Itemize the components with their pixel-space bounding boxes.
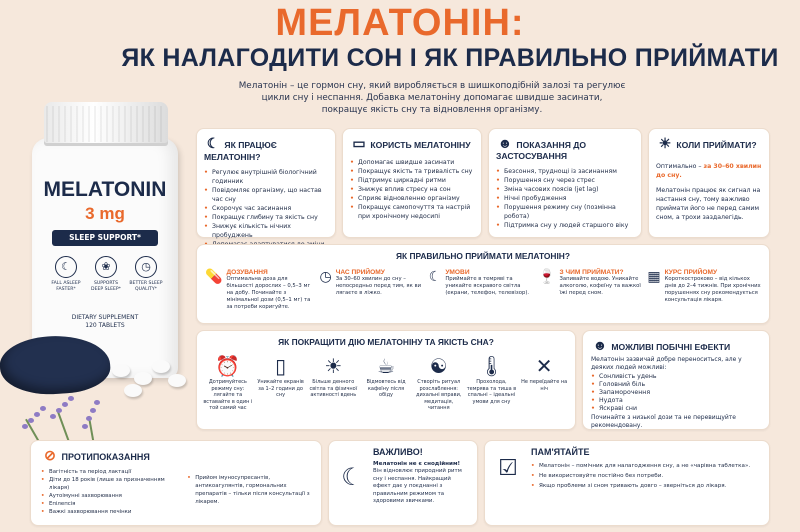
- list-item: • Не використовуйте постійно без потреби.: [531, 471, 761, 481]
- coffee-icon: ☕: [377, 354, 395, 378]
- intro-text: Мелатонін – це гормон сну, який виробляється в шишкоподібній залозі та регулює цикли сну і неспання. Добавка мелатоніну допомагає швидше засинати, покращує якість сну та відновлення організму.: [238, 81, 626, 115]
- card-when: ☀ КОЛИ ПРИЙМАТИ? Оптимально – за 30–60 хвилин до сну. Мелатонін працює як сигнал на настання сну, тому важливо приймати його не перед самим сном, а трохи заздалегідь.: [648, 128, 770, 238]
- clock-icon: ◷: [135, 256, 157, 278]
- meditation-icon: ☯: [429, 354, 448, 378]
- howto-item: ◷ ЧАС ПРИЙОМУ За 30–60 хвилин до сну – непосредньо перед тим, як ви лягаєте в ліжко.: [319, 269, 422, 311]
- list-item: • Нудота: [591, 397, 761, 405]
- thermometer-icon: 🌡: [478, 354, 505, 378]
- tablet: [152, 360, 170, 373]
- howto-item: 💊 ДОЗУВАННЯ Оптимальна доза для більшості дорослих – 0,5–3 мг на добу. Починайте з мінімальної дози (0,5–1 мг) та за потреби коригуйте.: [205, 269, 311, 310]
- list-item: • Скорочує час засинання: [204, 204, 328, 213]
- card-side-effects: ☻ МОЖЛИВІ ПОБІЧНІ ЕФЕКТИ Мелатонін зазвичай добре переноситься, але у деяких людей можливі: • Сонливість удень • Головний біль • Запаморочення • Нудота • Яскраві сни Починайте з низької дози та не перевищуйте рекомендовану.: [582, 330, 770, 430]
- list-item: • Покращує самопочуття та настрій при хронічному недосипі: [350, 203, 474, 221]
- card-benefits: ▭ КОРИСТЬ МЕЛАТОНІНУ • Допомагає швидше засинати • Покращує якість та тривалість сну • Підтримує циркадні ритми • Знижує вплив стресу на сон • Сприяє відновленню організму • Покращує самопочуття та настрій при хронічному недосипі: [342, 128, 482, 238]
- improve-item: 🌡 Прохолода, темрява та тиша в спальні – ідеальні умови для сну: [466, 354, 517, 405]
- list-item: • Порушення режиму сну (позмінна робота): [496, 203, 634, 221]
- page-subtitle: ЯК НАЛАГОДИТИ СОН І ЯК ПРАВИЛЬНО ПРИЙМАТИ: [121, 44, 779, 72]
- person-icon: ☻: [592, 337, 608, 353]
- list-item: • Безсоння, труднощі із засинанням: [496, 167, 634, 176]
- pill-icon: 💊: [205, 269, 223, 285]
- product-dose: 3 mg: [85, 204, 125, 223]
- list-item: • Допомагає швидше засинати: [350, 158, 474, 167]
- product-name: MELATONIN: [43, 178, 167, 201]
- list-item: • Якщо проблеми зі сном тривають довго – зверніться до лікаря.: [531, 481, 761, 491]
- list-item: • Важкі захворювання печінки: [41, 508, 177, 516]
- card-contraindications: ⊘ ПРОТИПОКАЗАННЯ • Вагітність та період лактації • Діти до 18 років (лише за призначенням лікаря) • Аутоімунні захворювання • Епілепсія • Важкі захворювання печінки • Прийом імуносупресантів, антикоагулянтів, гормональних препаратів – тільки після консультації з лікарем.: [30, 440, 322, 526]
- section-how-to-take: ЯК ПРАВИЛЬНО ПРИЙМАТИ МЕЛАТОНІН? 💊 ДОЗУВАННЯ Оптимальна доза для більшості дорослих – 0,5–3 мг на добу. Починайте з мінімальної дози (0,5–1 мг) та за потреби коригуйте. ◷ ЧАС ПРИЙОМУ За 30–60 хвилин до сну – непосредньо перед тим, як ви лягаєте в ліжко. ☾ УМОВИ Приймайте в темряві та уникайте яскравого світла (екрани, телефон, телевізор). 🍷 З ЧИМ ПРИЙМАТИ? Запивайте водою. Уникайте алкоголю, кофеїну та важкої їжі перед сном. ▦ КУРС ПРИЙОМУ Короткостроково – від кількох днів до 2–4 тижнів. При хронічних порушеннях сну рекомендується консультація лікаря.: [196, 244, 770, 324]
- list-item: • Запаморочення: [591, 389, 761, 397]
- list-item: • Знижує кількість нічних пробуджень: [204, 222, 328, 240]
- howto-item: ▦ КУРС ПРИЙОМУ Короткостроково – від кількох днів до 2–4 тижнів. При хронічних порушеннях сну рекомендується консультація лікаря.: [647, 269, 761, 311]
- brain-icon: ❀: [95, 256, 117, 278]
- card-important: ☾ ВАЖЛИВО! Мелатонін не є снодійним! Він відновлює природний ритм сну і неспання. Найкращий ефект дає у поєднанні з правильним режимом та здоровими звичками.: [328, 440, 478, 526]
- moon-icon: ☾: [206, 135, 220, 151]
- product-icons: ☾ FALL ASLEEP FASTER* ❀ SUPPORTS DEEP SLEEP* ◷ BETTER SLEEP QUALITY*: [48, 256, 164, 316]
- howto-item: 🍷 З ЧИМ ПРИЙМАТИ? Запивайте водою. Уникайте алкоголю, кофеїну та важкої їжі перед сном.: [538, 269, 641, 311]
- section-improve: ЯК ПОКРАЩИТИ ДІЮ МЕЛАТОНІНУ ТА ЯКІСТЬ СНА? ⏰ Дотримуйтесь режиму сну: лягайте та вставайте в один і той самий час ▯ Уникайте екранів за 1–2 години до сну ☀ Більше денного світла та фізичної активності вдень ☕ Відмовтесь від кафеїну після обіду ☯ Створіть ритуал розслаблення: дихальні вправи, медитація, читання 🌡 Прохолода, темрява та тиша в спальні – ідеальні умови для сну ✕ Не переїдайте на ніч: [196, 330, 576, 430]
- list-item: • Мелатонін – помічник для налагодження сну, а не «чарівна таблетка».: [531, 461, 761, 471]
- product-supplement: DIETARY SUPPLEMENT 120 TABLETS: [71, 314, 139, 329]
- list-item: • Покращує якість та тривалість сну: [350, 167, 474, 176]
- bed-icon: ▭: [352, 135, 366, 151]
- glass-icon: 🍷: [538, 269, 556, 285]
- phone-icon: ▯: [275, 354, 287, 378]
- indications-list: [496, 167, 634, 230]
- prohibited-icon: ⊘: [44, 447, 56, 463]
- list-item: • Яскраві сни: [591, 405, 761, 413]
- list-item: • Аутоімунні захворювання: [41, 492, 177, 500]
- side-list: [591, 373, 761, 413]
- clock-icon: ◷: [319, 269, 332, 285]
- cutlery-icon: ✕: [535, 354, 553, 378]
- calendar-icon: ▦: [647, 269, 661, 285]
- sun-icon: ☀: [658, 135, 672, 151]
- list-item: • Порушення сну через стрес: [496, 176, 634, 185]
- improve-item: ☯ Створіть ритуал розслаблення: дихальні вправи, медитація, читання: [414, 353, 464, 412]
- moon-icon: ☾: [55, 256, 77, 278]
- list-item: • Покращує глибину та якість сну: [204, 213, 328, 222]
- howto-item: ☾ УМОВИ Приймайте в темряві та уникайте яскравого світла (екрани, телефон, телевізор).: [429, 269, 532, 311]
- head-icon: ☾: [428, 269, 442, 285]
- sun-icon: ☀: [324, 354, 343, 378]
- checklist-icon: ☑: [498, 456, 518, 481]
- tablet: [112, 364, 130, 377]
- improve-item: ✕ Не переїдайте на ніч: [521, 354, 568, 392]
- contra-list-2: [187, 468, 311, 516]
- list-item: • Вагітність та період лактації: [41, 468, 177, 476]
- alarm-icon: ⏰: [215, 354, 241, 378]
- list-item: • Головний біль: [591, 381, 761, 389]
- list-item: • Діти до 18 років (лише за призначенням лікаря): [41, 476, 177, 492]
- benefit-list: [350, 158, 474, 221]
- list-item: • Підтримує циркадні ритми: [350, 176, 474, 185]
- page-title: МЕЛАТОНІН:: [275, 2, 525, 44]
- list-item: • Сприяє відновленню організму: [350, 194, 474, 203]
- list-item: • Сонливість удень: [591, 373, 761, 381]
- contra-list-1: [41, 468, 177, 516]
- card-remember: ☑ ПАМ'ЯТАЙТЕ • Мелатонін – помічник для налагодження сну, а не «чарівна таблетка». • Не використовуйте постійно без потреби. • Якщо проблеми зі сном тривають довго – зверніться до лікаря.: [484, 440, 770, 526]
- improve-item: ☀ Більше денного світла та фізичної активності вдень: [309, 354, 358, 399]
- list-item: • Підтримка сну у людей старшого віку: [496, 221, 634, 230]
- list-item: • Повідомляє організму, що настав час сну: [204, 186, 328, 204]
- list-item: • Зміна часових поясів (jet lag): [496, 185, 634, 194]
- list-item: • Нічні пробудження: [496, 194, 634, 203]
- card-how-it-works: ☾ ЯК ПРАЦЮЄ МЕЛАТОНІН? • Регулює внутрішній біологічний годинник • Повідомляє організму, що настав час сну • Скорочує час засинання • Покращує глибину та якість сну • Знижує кількість нічних пробуджень •: [196, 128, 336, 238]
- improve-item: ⏰ Дотримуйтесь режиму сну: лягайте та вставайте в один і той самий час: [203, 354, 253, 412]
- list-item: • Знижує вплив стресу на сон: [350, 185, 474, 194]
- person-icon: ☻: [497, 135, 513, 151]
- moon-stars-icon: ☾: [341, 463, 363, 491]
- improve-item: ▯ Уникайте екранів за 1–2 години до сну: [257, 354, 304, 399]
- card-indications: ☻ ПОКАЗАННЯ ДО ЗАСТОСУВАННЯ • Безсоння, труднощі із засинанням • Порушення сну через стрес • Зміна часових поясів (jet lag) • Нічні пробудження • Порушення режиму сну (позмінна робота) • Підтримка сну у людей старшого віку: [488, 128, 642, 238]
- list-item: • Прийом імуносупресантів, антикоагулянтів, гормональних препаратів – тільки після консультації з лікарем.: [187, 474, 311, 506]
- improve-item: ☕ Відмовтесь від кафеїну після обіду: [361, 353, 411, 412]
- list-item: • Регулює внутрішній біологічний годинник: [204, 168, 328, 186]
- remember-list: [531, 461, 761, 491]
- product-badge: SLEEP SUPPORT*: [52, 230, 158, 246]
- list-item: • Епілепсія: [41, 500, 177, 508]
